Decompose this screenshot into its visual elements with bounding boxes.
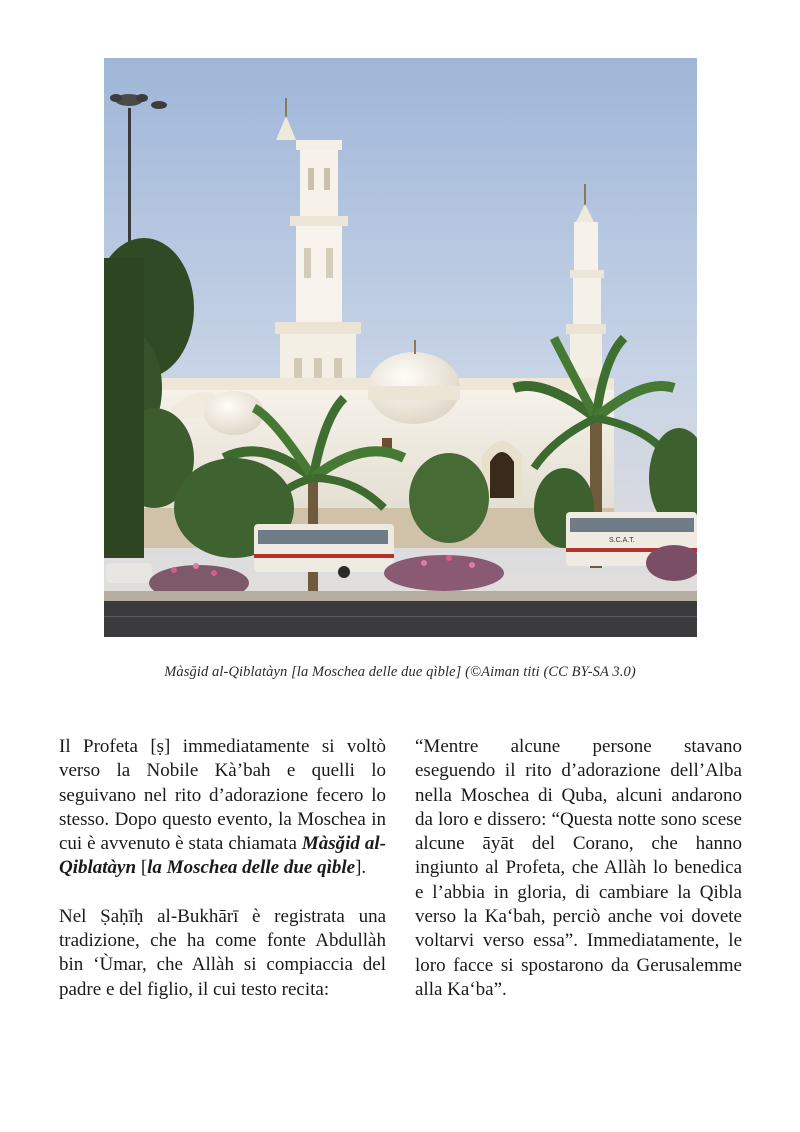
- paragraph-text: Il Profeta [ṣ] immediatamente si voltò verso la Nobile Kà’bah e quelli lo seguivano nel rito d’adorazione fecero lo stesso. Dopo questo evento, la Moschea in cui è avvenuto è stata chiamata: [59, 736, 386, 855]
- mosque-gloss: la Moschea delle due qìble: [147, 857, 356, 879]
- left-column: [59, 735, 386, 1002]
- paragraph-bukhari: Nel Ṣaḥīḥ al-Bukhārī è registrata una tradizione, che ha come fonte Abdullàh bin ‘Ùmar, che Allàh si compiaccia del padre e del figlio, il cui testo recita:: [59, 905, 386, 1000]
- right-column: [415, 735, 742, 1002]
- bracket-open: [: [136, 857, 148, 879]
- mosque-name: Màsğid al-Qiblatàyn: [59, 833, 386, 879]
- mosque-photo: [104, 58, 697, 637]
- bracket-close: ].: [355, 857, 367, 879]
- hadith-quote: “Mentre alcune persone stavano eseguendo il rito d’adorazione dell’Alba nella Moschea di Quba, alcuni andarono da loro e dissero: “Questa notte sono scese alcune āyāt del Corano, che hanno ingiunto al Profeta, che Allàh lo benedica e l’abbia in gloria, di cambiare la Qibla verso la Kaʻbah, perciò anche voi dovete voltarvi verso essa”. Immediatamente, le loro facce si spostarono da Gerusalemme alla Kaʻba”.: [415, 736, 742, 1000]
- paragraph-qiblatayn: [59, 735, 386, 881]
- svg-text:S.C.A.T.: S.C.A.T.: [609, 537, 635, 544]
- figure-caption: Màsğid al-Qiblatàyn [la Moschea delle due qìble] (©Aiman titi (CC BY-SA 3.0): [164, 664, 636, 680]
- bus-left: [254, 524, 394, 578]
